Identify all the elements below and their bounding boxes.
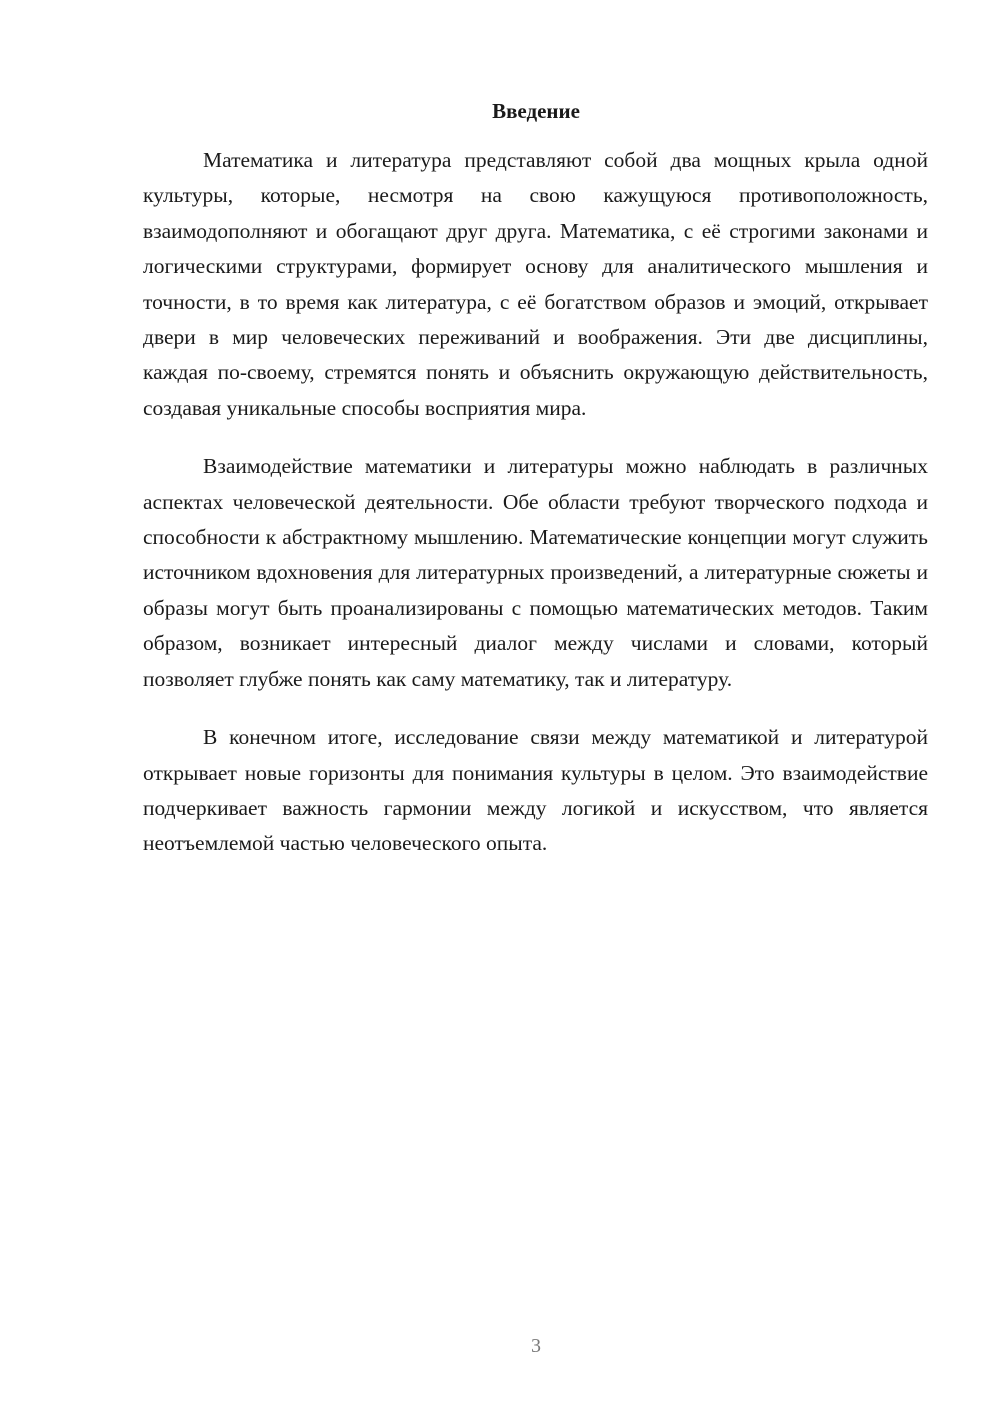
page-number: 3 xyxy=(531,1335,541,1357)
body-text xyxy=(143,143,928,885)
section-heading: Введение xyxy=(492,99,580,123)
paragraph-3: В конечном итоге, исследование связи между математикой и литературой открывает новые горизонты для понимания культуры в целом. Это взаимодействие подчеркивает важность гармонии между логикой и искусством, что является неотъемлемой частью человеческого опыта. xyxy=(143,725,928,856)
paragraph-1: Математика и литература представляют собой два мощных крыла одной культуры, которые, несмотря на свою кажущуюся противоположность, взаимодополняют и обогащают друг друга. Математика, с её строгими законами и логическими структурами, формирует основу для аналитического мышления и точности, в то время как литература, с её богатством образов и эмоций, открывает двери в мир человеческих переживаний и воображения. Эти две дисциплины, каждая по-своему, стремятся понять и объяснить окружающую действительность, создавая уникальные способы восприятия мира. xyxy=(143,148,928,420)
paragraph-2: Взаимодействие математики и литературы можно наблюдать в различных аспектах человеческой деятельности. Обе области требуют творческого подхода и способности к абстрактному мышлению. Математические концепции могут служить источником вдохновения для литературных произведений, а литературные сюжеты и образы могут быть проанализированы с помощью математических методов. Таким образом, возникает интересный диалог между числами и словами, который позволяет глубже понять как саму математику, так и литературу. xyxy=(143,454,928,691)
